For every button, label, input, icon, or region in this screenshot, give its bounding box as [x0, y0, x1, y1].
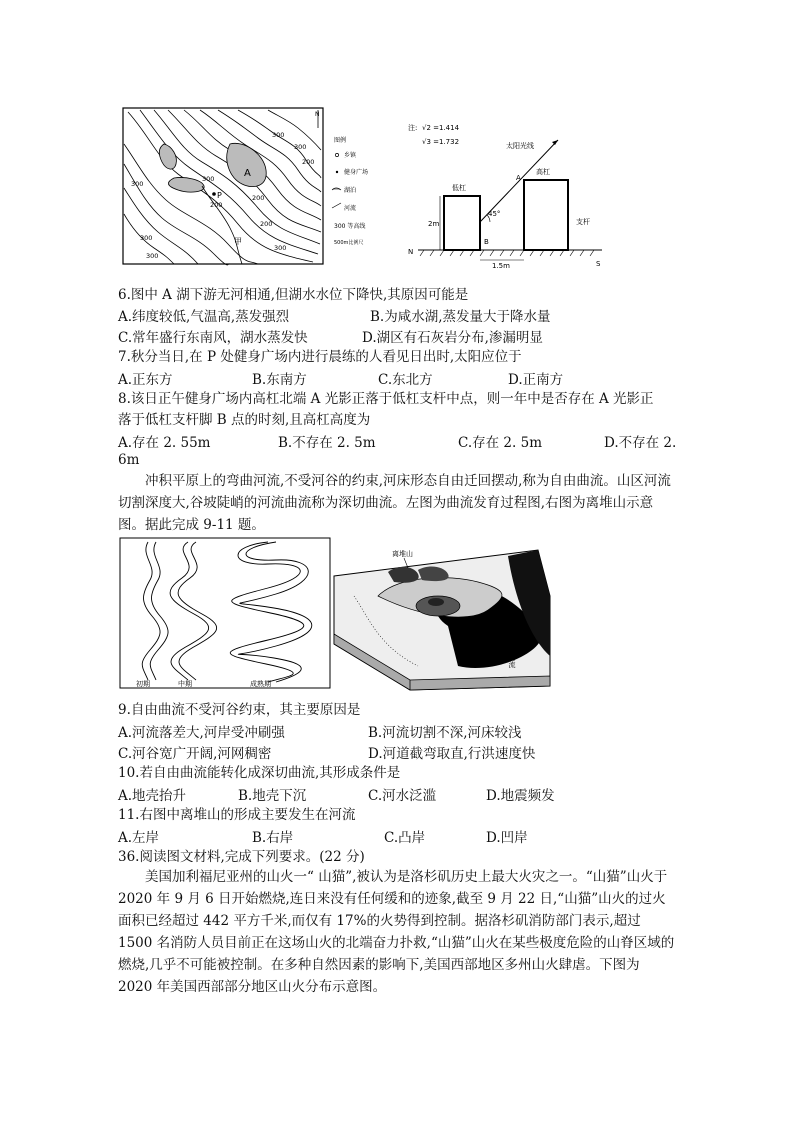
q7-option-c: C.东北方 [378, 372, 433, 388]
svg-text:200: 200 [260, 220, 273, 228]
map-legend [332, 136, 368, 246]
svg-text:支杆: 支杆 [576, 218, 590, 226]
svg-text:300: 300 [131, 180, 144, 188]
isolated-hill-label: 离堆山 [392, 550, 413, 558]
svg-text:200: 200 [252, 194, 265, 202]
q11-option-c: C.凸岸 [384, 830, 426, 846]
q11-option-b: B.右岸 [252, 830, 294, 846]
svg-text:45°: 45° [488, 210, 501, 218]
svg-text:200: 200 [210, 201, 223, 209]
svg-text:300 等高线: 300 等高线 [334, 223, 366, 230]
q10-option-c: C.河水泛滥 [368, 788, 437, 804]
q36-stem: 36.阅读图文材料,完成下列要求。(22 分) [118, 849, 365, 865]
svg-text:300: 300 [274, 244, 287, 252]
svg-text:300: 300 [294, 143, 307, 151]
svg-text:高杠: 高杠 [536, 168, 550, 176]
compass-n: N [315, 111, 320, 118]
svg-text:300: 300 [146, 252, 159, 260]
svg-text:√3 =1.732: √3 =1.732 [422, 138, 460, 146]
q9-option-a: A.河流落差大,河岸受冲刷强 [118, 725, 285, 741]
q10-option-a: A.地壳抬升 [118, 788, 187, 804]
q10-option-b: B.地壳下沉 [238, 788, 307, 804]
svg-text:河流: 河流 [344, 205, 357, 212]
q36-passage: 美国加利福尼亚州的山火一“ 山猫”,被认为是洛杉矶历史上最大火灾之一。“山猫”山火于 2020 年 9 月 6 日开始燃烧,连日来没有任何缓和的迹象,截至 9 月 22 日,“山猫”山火的过火面积已经超过 442 平方千米,而仅有 17%的火势得到控制。据洛杉矶消防部门表示,超过 1500 名消防人员目前正在这场山火的北端奋力扑救,“山猫”山火在某些极度危险的山脊区域的燃烧,几乎不可能被控制。在多种自然因素的影响下,美国西部地区多州山火肆虐。下图为 2020 年美国西部部分地区山火分布示意图。 [118, 869, 675, 995]
pole-shadow-diagram [408, 123, 602, 268]
river-label: 河流 [508, 654, 516, 668]
q11-option-d: D.凹岸 [486, 830, 528, 846]
svg-text:图例: 图例 [334, 137, 347, 144]
q8-stem-line2: 落于低杠支杆脚 B 点的时刻,且高杠高度为 [118, 412, 371, 428]
q9-option-c: C.河谷宽广开阔,河网稠密 [118, 746, 272, 762]
svg-text:中期: 中期 [178, 680, 192, 688]
svg-text:300: 300 [140, 234, 153, 242]
q6-stem: 6.图中 A 湖下游无河相通,但湖水水位下降快,其原因可能是 [118, 287, 469, 303]
isolated-hill-diagram [334, 549, 550, 690]
q11-option-a: A.左岸 [118, 830, 160, 846]
figure-meander [118, 536, 554, 694]
q9-option-b: B.河流切割不深,河床较浅 [368, 725, 522, 741]
q7-option-b: B.东南方 [252, 372, 307, 388]
q10-stem: 10.若自由曲流能转化成深切曲流,其形成条件是 [118, 765, 401, 781]
place-jia-label: 甲 [234, 237, 242, 246]
q6-option-b: B.为咸水湖,蒸发量大于降水量 [370, 309, 551, 325]
q7-option-d: D.正南方 [508, 372, 564, 388]
q8-stem-line1: 8.该日正午健身广场内高杠北端 A 光影正落于低杠支杆中点，则一年中是否存在 A 光影正 [118, 391, 654, 407]
point-p-label: P [217, 191, 222, 200]
svg-text:太阳光线: 太阳光线 [506, 142, 534, 150]
svg-text:A: A [516, 174, 521, 182]
q10-option-d: D.地震频发 [486, 788, 555, 804]
svg-text:500m比例尺: 500m比例尺 [334, 240, 364, 246]
q9-stem: 9.自由曲流不受河谷约束，其主要原因是 [118, 702, 361, 718]
svg-text:健身广场: 健身广场 [344, 169, 369, 176]
svg-text:√2 =1.414: √2 =1.414 [422, 124, 460, 132]
svg-text:300: 300 [272, 131, 285, 139]
svg-text:300: 300 [202, 175, 215, 183]
q9-option-d: D.河道截弯取直,行洪速度快 [368, 746, 536, 762]
svg-text:湖泊: 湖泊 [344, 187, 357, 194]
q8-option-d: D.不存在 2. [604, 435, 677, 451]
q11-stem: 11.右图中离堆山的形成主要发生在河流 [118, 807, 356, 823]
svg-text:乡镇: 乡镇 [344, 152, 357, 159]
q6-option-d: D.湖区有石灰岩分布,渗漏明显 [362, 330, 543, 346]
svg-text:1.5m: 1.5m [492, 262, 510, 268]
svg-text:低杠: 低杠 [452, 184, 466, 192]
svg-text:2m: 2m [428, 220, 440, 228]
q8-option-d-cont: 6m [118, 452, 140, 468]
q8-option-b: B.不存在 2. 5m [278, 435, 376, 451]
q6-option-c: C.常年盛行东南风，湖水蒸发快 [118, 330, 308, 346]
svg-text:初期: 初期 [136, 680, 150, 688]
svg-text:成熟期: 成熟期 [250, 680, 271, 688]
q6-option-a: A.纬度较低,气温高,蒸发强烈 [118, 309, 290, 325]
svg-text:注:: 注: [408, 124, 418, 132]
intro-passage-9-11: 冲积平原上的弯曲河流,不受河谷的约束,河床形态自由迁回摆动,称为自由曲流。山区河流切割深度大,谷坡陡峭的河流曲流称为深切曲流。左图为曲流发育过程图,右图为离堆山示意图。据此完成 9-11 题。 [118, 473, 671, 533]
q7-option-a: A.正东方 [118, 372, 173, 388]
svg-text:200: 200 [302, 158, 315, 166]
lake-a-label: A [244, 168, 251, 179]
q7-stem: 7.秋分当日,在 P 处健身广场内进行晨练的人看见日出时,太阳应位于 [118, 349, 522, 365]
q8-option-a: A.存在 2. 55m [118, 435, 211, 451]
svg-text:S: S [596, 260, 601, 268]
figure-map-and-shadow [118, 104, 604, 268]
contour-map [123, 108, 323, 265]
svg-text:N: N [408, 248, 414, 256]
q8-option-c: C.存在 2. 5m [458, 435, 542, 451]
svg-text:B: B [484, 238, 489, 246]
